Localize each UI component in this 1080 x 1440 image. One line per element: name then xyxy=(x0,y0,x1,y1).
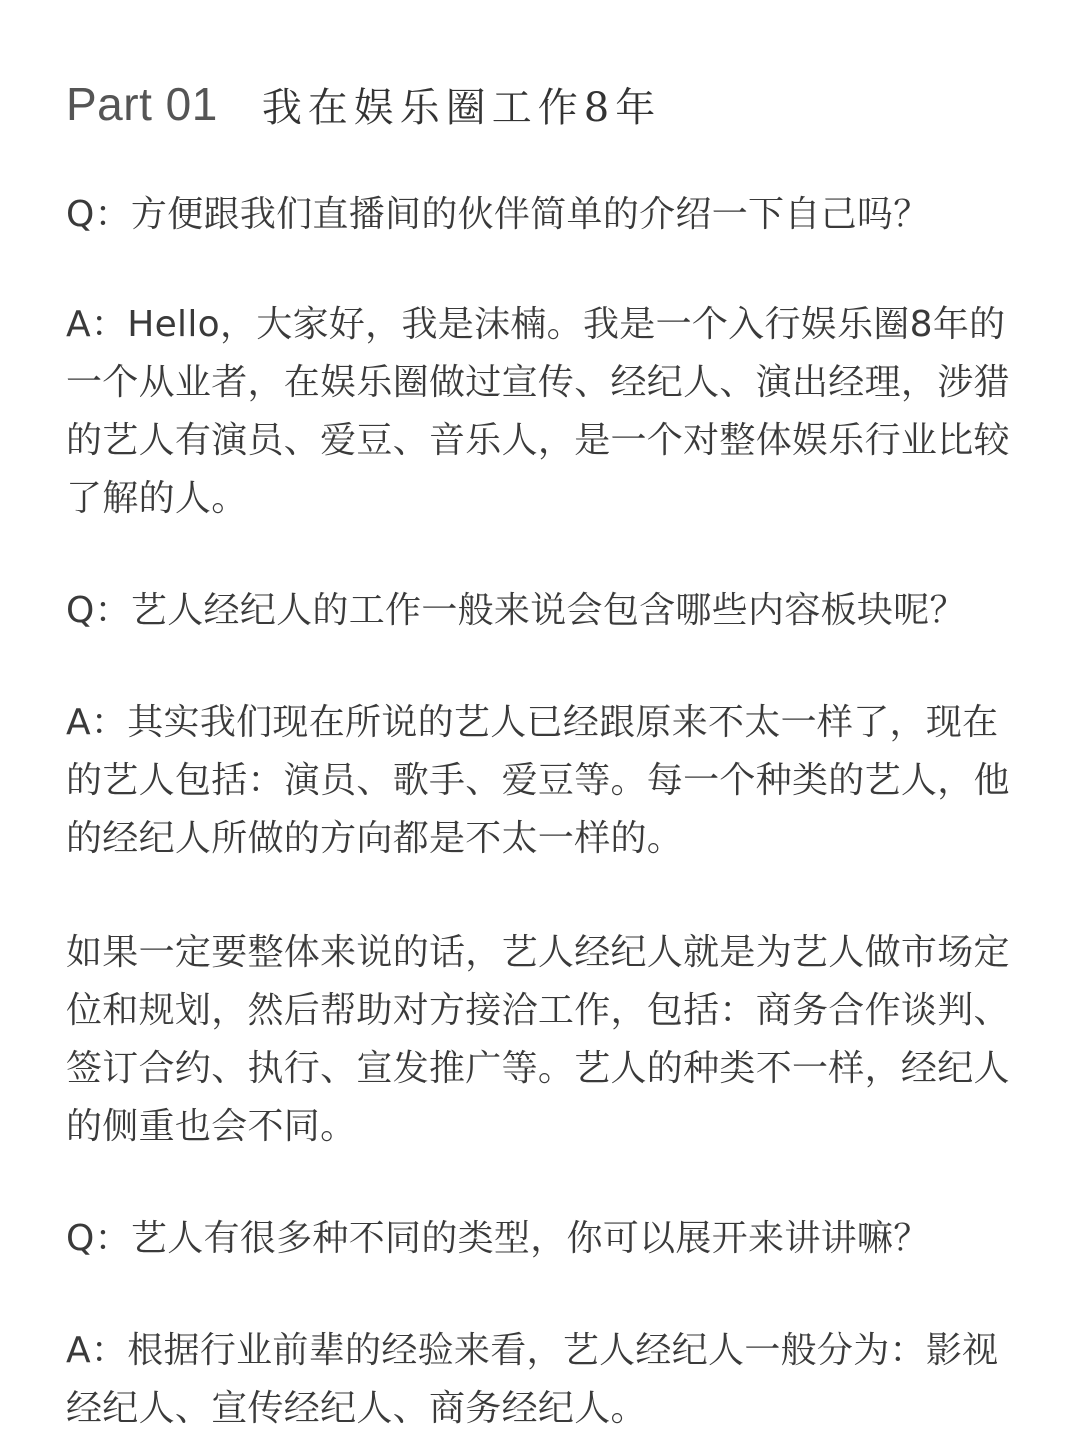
title-subtitle: 我在娱乐圈工作8年 xyxy=(261,84,662,131)
question-1: Q：方便跟我们直播间的伙伴简单的介绍一下自己吗？ xyxy=(66,194,930,235)
answer-2-paragraph-2: 如果一定要整体来说的话，艺人经纪人就是为艺人做市场定位和规划，然后帮助对方接洽工作，包括：商务合作谈判、签订合约、执行、宣发推广等。艺人的种类不一样，经纪人的侧重也会不同。 xyxy=(66,932,1010,1147)
answer-3: A：根据行业前辈的经验来看，艺人经纪人一般分为：影视经纪人、宣传经纪人、商务经纪人。 xyxy=(66,1330,999,1429)
answer-2: A：其实我们现在所说的艺人已经跟原来不太一样了，现在的艺人包括：演员、歌手、爱豆等。每一个种类的艺人，他的经纪人所做的方向都是不太一样的。 xyxy=(66,702,1010,859)
question-2: Q：艺人经纪人的工作一般来说会包含哪些内容板块呢？ xyxy=(66,590,966,631)
answer-1: A：Hello，大家好，我是沫楠。我是一个入行娱乐圈8年的一个从业者，在娱乐圈做过宣传、经纪人、演出经理，涉猎的艺人有演员、爱豆、音乐人，是一个对整体娱乐行业比较了解的人。 xyxy=(66,304,1010,519)
part-label: Part 01 xyxy=(66,78,218,130)
article xyxy=(66,62,1026,1438)
page-title xyxy=(66,62,1026,146)
question-3: Q：艺人有很多种不同的类型，你可以展开来讲讲嘛？ xyxy=(66,1218,930,1259)
